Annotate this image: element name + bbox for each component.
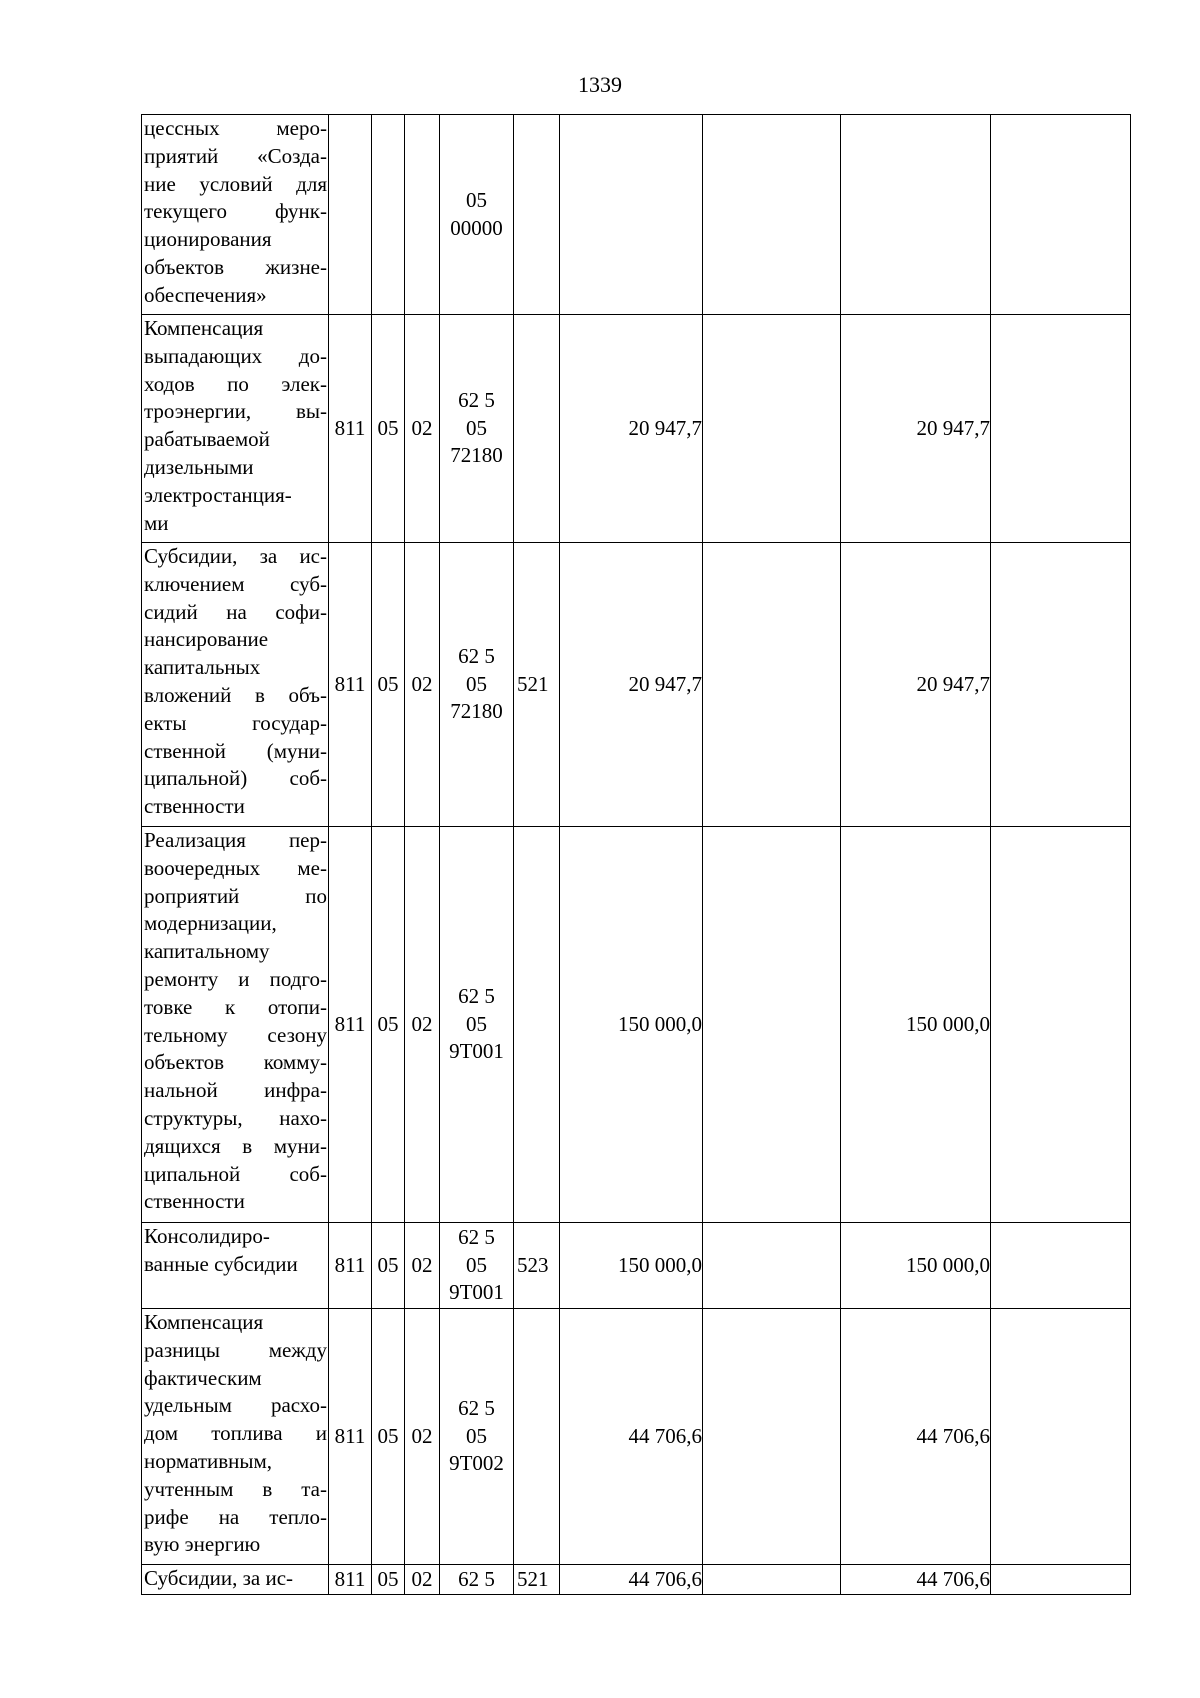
table-row [142, 115, 1131, 315]
description-line: дизельными [144, 454, 254, 479]
table-row [142, 543, 1131, 827]
cell-expense-type: 523 [514, 1223, 560, 1309]
target-article-line: 62 5 [458, 387, 495, 412]
cell-empty [991, 1223, 1131, 1309]
description-line: ванные субсидии [144, 1251, 298, 1276]
cell-ministry: 811 [329, 543, 372, 827]
cell-target-article [440, 1309, 514, 1565]
cell-empty [703, 1309, 841, 1565]
cell-section: 05 [372, 543, 405, 827]
target-article-line: 05 [466, 1252, 487, 1277]
cell-subsection: 02 [405, 543, 440, 827]
description-line: модернизации, [144, 911, 277, 936]
table-row [142, 1309, 1131, 1565]
description-line: ционирования [144, 227, 272, 252]
table-row [142, 827, 1131, 1223]
cell-empty [991, 315, 1131, 543]
cell-target-article [440, 115, 514, 315]
description-line: ственности [144, 1189, 245, 1214]
description-line: ние условий для [144, 171, 327, 196]
description-line: дящихся в муни- [144, 1133, 327, 1158]
cell-subsection: 02 [405, 827, 440, 1223]
description-line: удельным расхо- [144, 1393, 327, 1418]
description-line: нансирование [144, 627, 269, 652]
cell-empty [991, 543, 1131, 827]
target-article-line: 62 5 [458, 1395, 495, 1420]
description-line: Компенсация [144, 1310, 264, 1334]
description-line: товке к отопи- [144, 994, 327, 1019]
description-line: ми [144, 510, 169, 535]
table-row [142, 1223, 1131, 1309]
table-row [142, 315, 1131, 543]
description-line: вложений в объ- [144, 682, 327, 707]
description-line: рифе на тепло- [144, 1504, 327, 1529]
cell-target-article [440, 1223, 514, 1309]
description-line: ходов по элек- [144, 371, 327, 396]
cell-empty [991, 1309, 1131, 1565]
cell-amount-2: 150 000,0 [841, 827, 991, 1223]
cell-amount: 44 706,6 [560, 1309, 703, 1565]
cell-amount-2: 150 000,0 [841, 1223, 991, 1309]
description-line: выпадающих до- [144, 343, 327, 368]
cell-subsection [405, 115, 440, 315]
cell-description [142, 543, 329, 827]
cell-ministry: 811 [329, 1223, 372, 1309]
cell-empty [991, 827, 1131, 1223]
cell-empty [991, 1565, 1131, 1595]
description-line: ственности [144, 794, 245, 819]
description-line: нормативным, [144, 1448, 273, 1473]
cell-ministry [329, 115, 372, 315]
cell-description [142, 827, 329, 1223]
cell-target-article [440, 827, 514, 1223]
cell-expense-type [514, 827, 560, 1223]
cell-expense-type: 521 [514, 1565, 560, 1595]
target-article-line: 72180 [450, 443, 503, 468]
description-line: объектов комму- [144, 1050, 327, 1075]
cell-empty [703, 315, 841, 543]
description-line: объектов жизне- [144, 254, 327, 279]
cell-amount: 20 947,7 [560, 315, 703, 543]
description-line: цессных меро- [144, 116, 327, 140]
cell-description [142, 1309, 329, 1565]
cell-empty [703, 115, 841, 315]
description-line: ственной (муни- [144, 738, 327, 763]
table-row [142, 1565, 1131, 1595]
cell-amount-2: 44 706,6 [841, 1565, 991, 1595]
cell-description [142, 1223, 329, 1309]
cell-empty [703, 1223, 841, 1309]
cell-empty [703, 1565, 841, 1595]
cell-expense-type [514, 315, 560, 543]
cell-subsection: 02 [405, 1223, 440, 1309]
target-article-line: 72180 [450, 699, 503, 724]
description-line: воочередных ме- [144, 855, 327, 880]
cell-target-article [440, 315, 514, 543]
cell-ministry: 811 [329, 1309, 372, 1565]
cell-empty [703, 827, 841, 1223]
cell-ministry: 811 [329, 827, 372, 1223]
description-line: капитальному [144, 939, 270, 964]
description-line: дом топлива и [144, 1421, 327, 1446]
description-line: сидий на софи- [144, 599, 327, 624]
cell-amount: 150 000,0 [560, 1223, 703, 1309]
description-line: тельному сезону [144, 1022, 327, 1047]
cell-amount: 20 947,7 [560, 543, 703, 827]
cell-subsection: 02 [405, 1309, 440, 1565]
description-line: екты государ- [144, 710, 327, 735]
target-article-line: 05 [466, 671, 487, 696]
target-article-line: 62 5 [458, 1224, 495, 1249]
cell-amount [560, 115, 703, 315]
cell-amount-2: 20 947,7 [841, 315, 991, 543]
description-line: Компенсация [144, 316, 264, 340]
cell-ministry: 811 [329, 315, 372, 543]
target-article-line: 62 5 [458, 643, 495, 668]
description-line: ремонту и подго- [144, 966, 327, 991]
cell-target-article [440, 1565, 514, 1595]
description-line: Субсидии, за ис- [144, 1566, 294, 1590]
cell-description [142, 115, 329, 315]
description-line: разницы между [144, 1337, 327, 1362]
target-article-line: 00000 [450, 215, 503, 240]
cell-section: 05 [372, 1223, 405, 1309]
description-line: нальной инфра- [144, 1078, 327, 1103]
cell-expense-type [514, 1309, 560, 1565]
description-line: фактическим [144, 1365, 262, 1390]
cell-subsection: 02 [405, 315, 440, 543]
cell-empty [703, 543, 841, 827]
description-line: рабатываемой [144, 427, 270, 452]
cell-amount: 44 706,6 [560, 1565, 703, 1595]
cell-amount-2: 20 947,7 [841, 543, 991, 827]
description-line: Реализация пер- [144, 828, 327, 852]
cell-amount: 150 000,0 [560, 827, 703, 1223]
cell-section: 05 [372, 827, 405, 1223]
cell-expense-type [514, 115, 560, 315]
table-body [142, 115, 1131, 1595]
cell-description [142, 1565, 329, 1595]
target-article-line: 05 [466, 415, 487, 440]
description-line: Субсидии, за ис- [144, 544, 327, 568]
target-article-line: 62 5 [458, 983, 495, 1008]
cell-expense-type: 521 [514, 543, 560, 827]
budget-table [141, 114, 1131, 1595]
description-line: учтенным в та- [144, 1476, 327, 1501]
target-article-line: 9Т001 [449, 1039, 504, 1064]
cell-section: 05 [372, 1565, 405, 1595]
description-line: ципальной) соб- [144, 766, 327, 791]
description-line: текущего функ- [144, 199, 327, 224]
target-article-line: 9Т001 [449, 1280, 504, 1305]
description-line: приятий «Созда- [144, 143, 327, 168]
description-line: ципальной соб- [144, 1161, 327, 1186]
cell-empty [991, 115, 1131, 315]
cell-ministry: 811 [329, 1565, 372, 1595]
cell-amount-2 [841, 115, 991, 315]
cell-section: 05 [372, 1309, 405, 1565]
cell-description [142, 315, 329, 543]
target-article-line: 05 [466, 1423, 487, 1448]
description-line: ключением суб- [144, 571, 327, 596]
description-line: структуры, нахо- [144, 1105, 327, 1130]
description-line: троэнергии, вы- [144, 399, 327, 424]
description-line: роприятий по [144, 883, 327, 908]
cell-section: 05 [372, 315, 405, 543]
description-line: капитальных [144, 655, 261, 680]
cell-subsection: 02 [405, 1565, 440, 1595]
description-line: Консолидиро- [144, 1224, 270, 1248]
target-article-line: 05 [466, 187, 487, 212]
target-article-line: 05 [466, 1011, 487, 1036]
cell-amount-2: 44 706,6 [841, 1309, 991, 1565]
description-line: электростанция- [144, 482, 292, 507]
target-article-line: 9Т002 [449, 1451, 504, 1476]
page-number: 1339 [578, 72, 622, 97]
cell-section [372, 115, 405, 315]
cell-target-article [440, 543, 514, 827]
description-line: обеспечения» [144, 282, 267, 307]
description-line: вую энергию [144, 1532, 261, 1557]
target-article-line: 62 5 [458, 1566, 495, 1591]
